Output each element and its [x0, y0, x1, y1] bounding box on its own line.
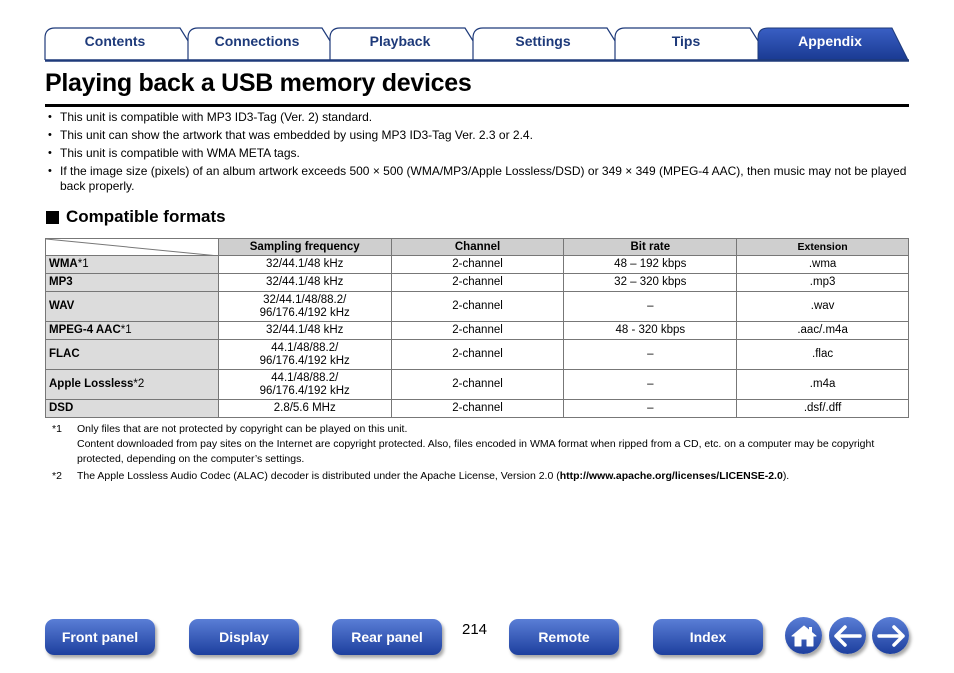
home-button[interactable]	[785, 617, 822, 654]
format-note: *2	[133, 378, 145, 390]
home-icon	[791, 624, 817, 648]
frequency-line: 32/44.1/48 kHz	[266, 276, 344, 288]
footnotes	[52, 422, 908, 486]
frequency-line: 32/44.1/48/88.2/	[263, 293, 347, 306]
frequency-line: 2.8/5.6 MHz	[273, 402, 336, 414]
extension-cell: .aac/.m4a	[737, 322, 909, 340]
remote-button[interactable]: Remote	[509, 619, 619, 655]
extension-cell: .flac	[737, 340, 909, 370]
tab-tips[interactable]: Tips	[671, 33, 701, 49]
column-header: Channel	[391, 239, 564, 256]
footnote-text: Only files that are not protected by copyright can be played on this unit.	[77, 423, 408, 435]
bit-rate-cell: 48 - 320 kbps	[564, 322, 737, 340]
arrow-right-icon	[877, 625, 905, 647]
list-item: • This unit is compatible with MP3 ID3-Tag (Ver. 2) standard.	[48, 110, 908, 125]
bit-rate-cell: –	[564, 340, 737, 370]
channel-cell: 2-channel	[391, 340, 564, 370]
corner-cell	[46, 239, 219, 256]
diagonal-line	[46, 239, 219, 256]
extension-cell: .wav	[737, 292, 909, 322]
section-title: Compatible formats	[66, 207, 226, 226]
tab-settings[interactable]: Settings	[515, 33, 571, 49]
extension-cell: .mp3	[737, 274, 909, 292]
footnote-mark: *2	[52, 470, 62, 482]
format-name	[46, 322, 219, 340]
bullet-list	[48, 110, 908, 197]
format-name	[46, 292, 219, 322]
channel-cell: 2-channel	[391, 274, 564, 292]
section-heading	[46, 207, 226, 227]
table-row	[46, 256, 909, 274]
format-label: MPEG-4 AAC	[49, 324, 121, 336]
list-item: • If the image size (pixels) of an album artwork exceeds 500 × 500 (WMA/MP3/Apple Lossless/DSD) or 349 × 349 (MPEG-4 AAC), then music may not be played back properly.	[48, 164, 908, 194]
forward-button[interactable]	[872, 617, 909, 654]
table-row	[46, 274, 909, 292]
frequency-line: 96/176.4/192 kHz	[259, 384, 350, 397]
sampling-frequency-cell	[218, 370, 391, 400]
footnote-text: ).	[782, 470, 790, 482]
format-label: FLAC	[49, 348, 80, 360]
footnote-text: Content downloaded from pay sites on the Internet are copyright protected. Also, files encoded in WMA format when ripped from a CD, etc. on a computer may be copyright protected, depending on the computer’s settings.	[77, 438, 875, 465]
format-name	[46, 256, 219, 274]
channel-cell: 2-channel	[391, 322, 564, 340]
formats-table	[45, 238, 909, 418]
extension-cell: .m4a	[737, 370, 909, 400]
column-header: Sampling frequency	[218, 239, 391, 256]
bit-rate-cell: 48 – 192 kbps	[564, 256, 737, 274]
frequency-line: 32/44.1/48 kHz	[266, 324, 344, 336]
table-row	[46, 400, 909, 418]
rear-panel-button[interactable]: Rear panel	[332, 619, 442, 655]
format-label: MP3	[49, 276, 73, 288]
tab-contents[interactable]: Contents	[84, 33, 146, 49]
format-label: WAV	[49, 300, 75, 312]
frequency-line: 44.1/48/88.2/	[271, 371, 339, 384]
column-header: Bit rate	[564, 239, 737, 256]
title-divider	[45, 104, 909, 107]
footnote-1	[52, 422, 908, 467]
page-number: 214	[462, 621, 488, 638]
bit-rate-cell: –	[564, 370, 737, 400]
frequency-line: 44.1/48/88.2/	[271, 341, 339, 354]
index-button[interactable]: Index	[653, 619, 763, 655]
table-row	[46, 340, 909, 370]
sampling-frequency-cell	[218, 292, 391, 322]
table-row	[46, 370, 909, 400]
format-name	[46, 400, 219, 418]
footnote-2	[52, 469, 908, 484]
top-tab-bar	[0, 0, 954, 62]
format-name	[46, 340, 219, 370]
extension-cell: .wma	[737, 256, 909, 274]
format-name	[46, 370, 219, 400]
table-row	[46, 292, 909, 322]
tab-playback[interactable]: Playback	[369, 33, 431, 49]
sampling-frequency-cell	[218, 400, 391, 418]
format-label: Apple Lossless	[49, 378, 134, 390]
channel-cell: 2-channel	[391, 400, 564, 418]
square-bullet-icon	[46, 211, 59, 224]
back-button[interactable]	[829, 617, 866, 654]
frequency-line: 32/44.1/48 kHz	[266, 258, 344, 270]
format-note: *1	[120, 324, 132, 336]
page-title: Playing back a USB memory devices	[45, 69, 472, 97]
sampling-frequency-cell	[218, 256, 391, 274]
sampling-frequency-cell	[218, 322, 391, 340]
frequency-line: 96/176.4/192 kHz	[259, 306, 350, 319]
format-label: DSD	[49, 402, 74, 414]
format-name	[46, 274, 219, 292]
column-header: Extension	[737, 239, 909, 256]
list-item: • This unit is compatible with WMA META tags.	[48, 146, 908, 161]
footnote-text: The Apple Lossless Audio Codec (ALAC) decoder is distributed under the Apache License, Version 2.0 (	[77, 470, 560, 482]
bit-rate-cell: 32 – 320 kbps	[564, 274, 737, 292]
list-item: • This unit can show the artwork that was embedded by using MP3 ID3-Tag Ver. 2.3 or 2.4.	[48, 128, 908, 143]
channel-cell: 2-channel	[391, 256, 564, 274]
tab-appendix[interactable]: Appendix	[798, 33, 862, 49]
format-note: *1	[77, 258, 89, 270]
sampling-frequency-cell	[218, 340, 391, 370]
extension-cell: .dsf/.dff	[737, 400, 909, 418]
sampling-frequency-cell	[218, 274, 391, 292]
channel-cell: 2-channel	[391, 292, 564, 322]
tab-connections[interactable]: Connections	[214, 33, 300, 49]
display-button[interactable]: Display	[189, 619, 299, 655]
footnote-mark: *1	[52, 423, 62, 435]
bit-rate-cell: –	[564, 400, 737, 418]
format-label: WMA	[49, 258, 78, 270]
table-header-row	[46, 239, 909, 256]
bit-rate-cell: –	[564, 292, 737, 322]
frequency-line: 96/176.4/192 kHz	[259, 354, 350, 367]
channel-cell: 2-channel	[391, 370, 564, 400]
arrow-left-icon	[834, 625, 862, 647]
table-row	[46, 322, 909, 340]
front-panel-button[interactable]: Front panel	[45, 619, 155, 655]
license-link[interactable]: http://www.apache.org/licenses/LICENSE-2.0	[559, 470, 783, 482]
